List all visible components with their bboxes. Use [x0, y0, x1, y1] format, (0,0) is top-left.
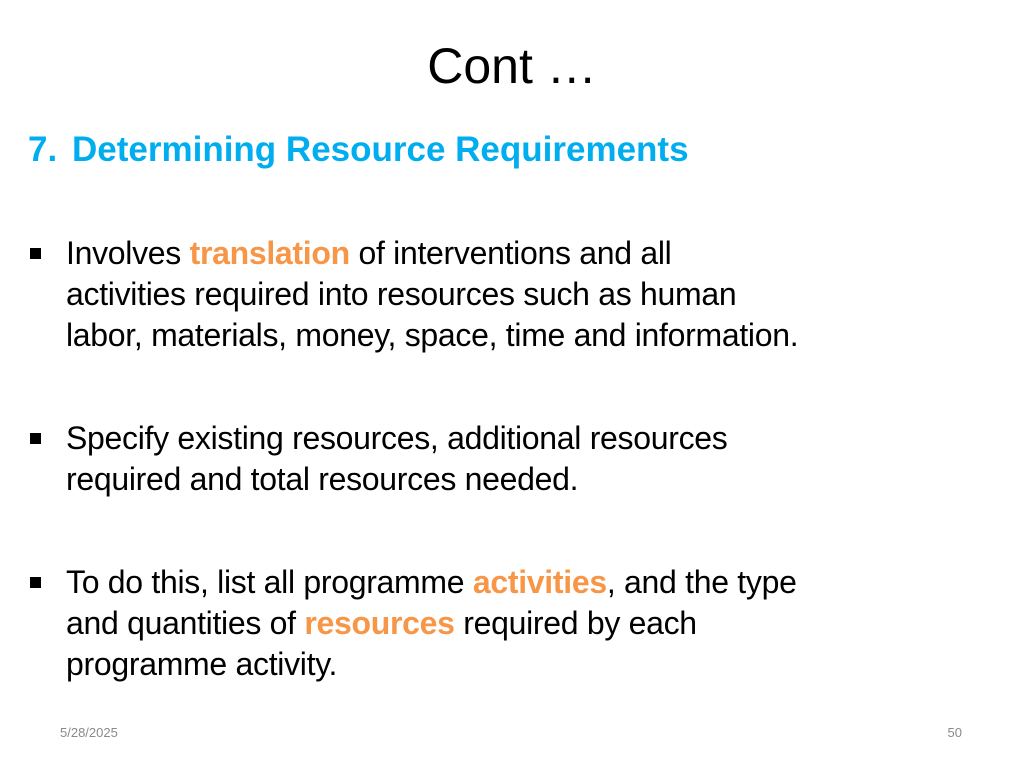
- bullet-line: [66, 603, 797, 644]
- bullet-line: [66, 459, 728, 500]
- highlighted-term: resources: [304, 605, 455, 641]
- bullet-text: required and total resources needed.: [66, 461, 579, 497]
- bullet-text: , and the type: [606, 564, 797, 600]
- bullet-square-icon: [30, 248, 41, 259]
- highlighted-term: activities: [472, 564, 607, 600]
- bullet-text: Specify existing resources, additional resources: [66, 420, 728, 456]
- bullet-item: [30, 562, 797, 685]
- bullet-item: [30, 233, 798, 356]
- bullet-text: labor, materials, money, space, time and information.: [66, 317, 799, 353]
- bullet-line: [66, 233, 798, 274]
- bullet-text: Involves: [66, 235, 190, 271]
- bullet-text: programme activity.: [66, 646, 338, 682]
- heading-text: Determining Resource Requirements: [72, 130, 689, 169]
- slide-number: 50: [947, 725, 962, 740]
- section-heading: [28, 128, 689, 172]
- bullet-text: activities required into resources such as human: [66, 276, 737, 312]
- bullet-text: required by each: [454, 605, 697, 641]
- bullet-text: To do this, list all programme: [66, 564, 473, 600]
- bullet-line: [66, 315, 798, 356]
- heading-number: 7.: [28, 130, 58, 169]
- bullet-square-icon: [30, 433, 41, 444]
- bullet-line: [66, 562, 797, 603]
- highlighted-term: translation: [189, 235, 350, 271]
- slide-date: 5/28/2025: [60, 725, 118, 740]
- bullet-item: [30, 418, 728, 500]
- bullet-line: [66, 644, 797, 685]
- bullet-square-icon: [30, 577, 41, 588]
- bullet-text: of interventions and all: [349, 235, 672, 271]
- bullet-line: [66, 274, 798, 315]
- slide-title: Cont …: [427, 38, 597, 94]
- bullet-text: and quantities of: [66, 605, 305, 641]
- bullet-line: [66, 418, 728, 459]
